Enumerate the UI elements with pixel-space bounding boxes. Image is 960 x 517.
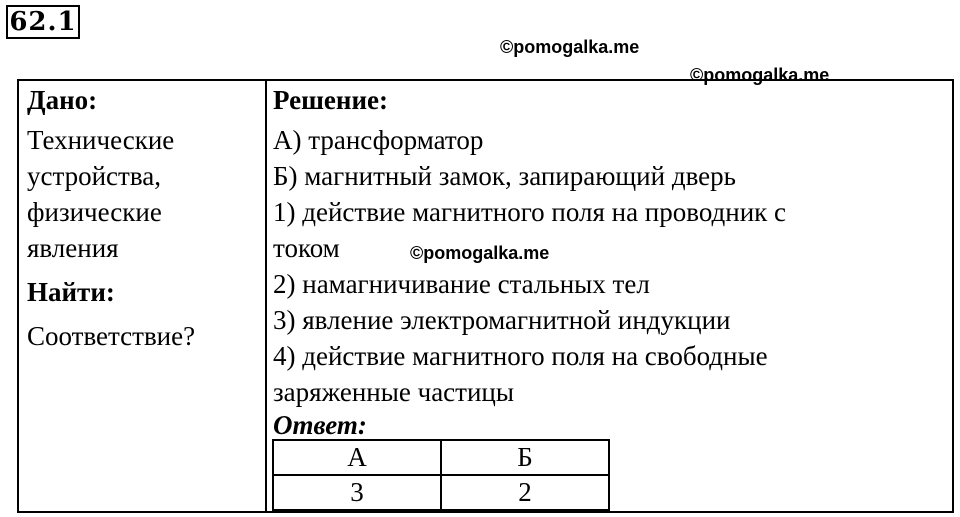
solution-line: заряженные частицы (273, 377, 515, 407)
solution-line: Б) магнитный замок, запирающий дверь (273, 161, 736, 191)
answer-column-header: А (273, 440, 441, 475)
watermark: ©pomogalka.me (410, 243, 550, 263)
answer-value: 3 (273, 475, 441, 510)
solution-line: 1) действие магнитного поля на проводник с (273, 197, 787, 227)
given-column (27, 82, 257, 354)
table-row (273, 475, 609, 510)
given-line: устройства, (27, 161, 161, 191)
answer-column-header: Б (441, 440, 609, 475)
column-divider (265, 79, 267, 513)
answer-heading: Ответ: (273, 410, 367, 440)
given-heading: Дано: (27, 85, 98, 115)
table-row (273, 440, 609, 475)
solution-line: 2) намагничивание стальных тел (273, 269, 650, 299)
watermark: ©pomogalka.me (690, 65, 830, 85)
given-line: Технические (27, 125, 175, 155)
answer-value: 2 (441, 475, 609, 510)
solution-line: 3) явление электромагнитной индукции (273, 305, 731, 335)
solution-line: А) трансформатор (273, 125, 484, 155)
find-text: Соответствие? (27, 321, 196, 351)
solution-body (273, 122, 943, 410)
given-body (27, 122, 257, 266)
problem-number: 62.1 (6, 5, 80, 39)
solution-line: током (273, 233, 340, 263)
solution-heading: Решение: (273, 85, 388, 115)
watermark: ©pomogalka.me (500, 37, 640, 57)
solution-column (273, 82, 943, 440)
solution-line: 4) действие магнитного поля на свободные (273, 341, 768, 371)
answer-table (272, 439, 610, 511)
find-heading: Найти: (27, 277, 115, 307)
given-line: явления (27, 233, 119, 263)
given-line: физические (27, 197, 162, 227)
